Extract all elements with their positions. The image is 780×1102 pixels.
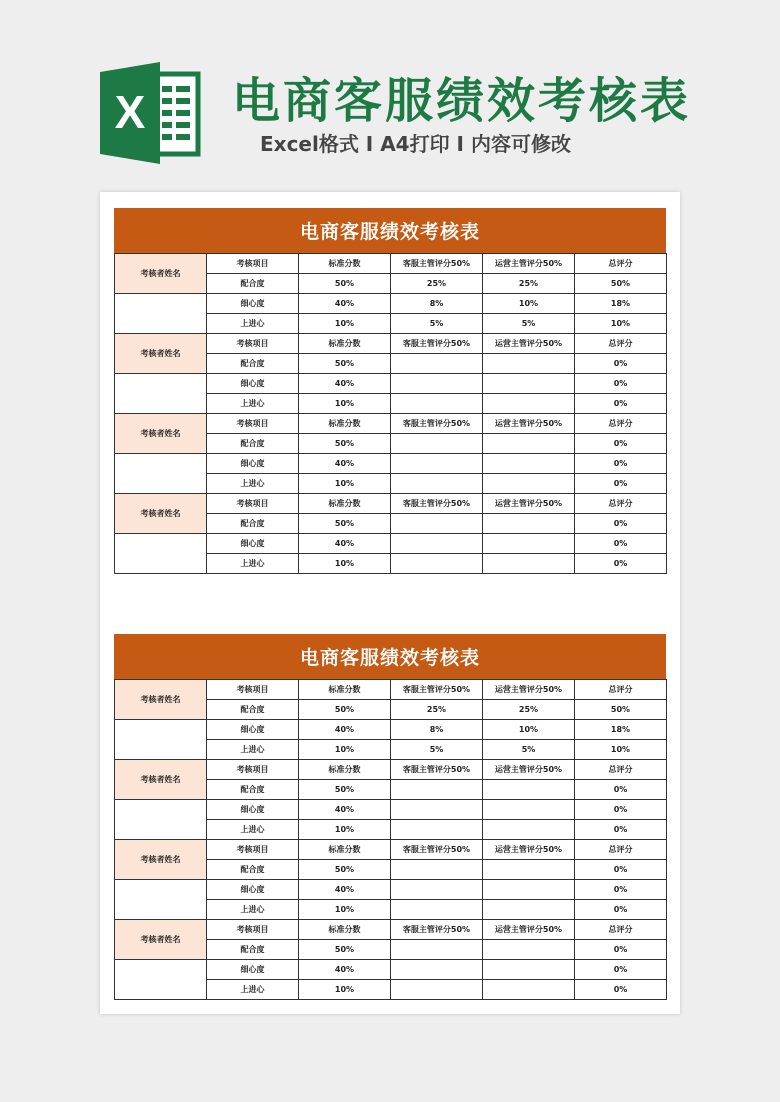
item-cell: 细心度 — [207, 960, 299, 980]
score-cell: 40% — [299, 294, 391, 314]
score-cell[interactable] — [391, 860, 483, 880]
item-cell: 配合度 — [207, 860, 299, 880]
total-score-cell: 0% — [575, 554, 667, 574]
examinee-name-label[interactable]: 考核者姓名 — [115, 334, 207, 374]
score-cell[interactable] — [483, 474, 575, 494]
score-cell[interactable]: 5% — [391, 740, 483, 760]
column-header: 客服主管评分50% — [391, 334, 483, 354]
table-row — [115, 800, 667, 820]
column-header: 考核项目 — [207, 494, 299, 514]
name-value-cell[interactable] — [115, 720, 207, 760]
score-cell: 40% — [299, 960, 391, 980]
table-row — [115, 454, 667, 474]
item-cell: 细心度 — [207, 454, 299, 474]
total-score-cell: 0% — [575, 354, 667, 374]
total-score-cell: 0% — [575, 394, 667, 414]
total-score-cell: 0% — [575, 880, 667, 900]
score-cell: 50% — [299, 434, 391, 454]
total-score-cell: 0% — [575, 940, 667, 960]
score-cell: 10% — [299, 314, 391, 334]
name-value-cell[interactable] — [115, 294, 207, 334]
score-cell: 10% — [299, 980, 391, 1000]
score-cell[interactable] — [483, 394, 575, 414]
column-header: 总评分 — [575, 920, 667, 940]
score-cell: 40% — [299, 800, 391, 820]
score-cell[interactable] — [391, 394, 483, 414]
score-cell[interactable] — [391, 960, 483, 980]
item-cell: 细心度 — [207, 294, 299, 314]
column-header: 考核项目 — [207, 254, 299, 274]
score-cell: 50% — [299, 274, 391, 294]
column-header: 客服主管评分50% — [391, 920, 483, 940]
column-header: 运营主管评分50% — [483, 494, 575, 514]
item-cell: 配合度 — [207, 354, 299, 374]
column-header: 总评分 — [575, 414, 667, 434]
total-score-cell: 50% — [575, 274, 667, 294]
item-cell: 上进心 — [207, 554, 299, 574]
score-cell: 10% — [299, 900, 391, 920]
sheet-title: 电商客服绩效考核表 — [114, 208, 666, 253]
table-row — [115, 534, 667, 554]
score-cell[interactable]: 25% — [483, 274, 575, 294]
score-cell[interactable] — [483, 354, 575, 374]
item-cell: 上进心 — [207, 820, 299, 840]
score-cell[interactable] — [391, 880, 483, 900]
total-score-cell: 18% — [575, 294, 667, 314]
total-score-cell: 0% — [575, 800, 667, 820]
page-subtitle: Excel格式 I A4打印 I 内容可修改 — [260, 132, 571, 156]
score-cell[interactable]: 25% — [391, 274, 483, 294]
examinee-name-label[interactable]: 考核者姓名 — [115, 840, 207, 880]
score-cell: 40% — [299, 454, 391, 474]
total-score-cell: 10% — [575, 740, 667, 760]
score-cell[interactable] — [483, 780, 575, 800]
score-cell: 50% — [299, 514, 391, 534]
column-header: 运营主管评分50% — [483, 334, 575, 354]
table-header-row — [115, 414, 667, 434]
name-value-cell[interactable] — [115, 454, 207, 494]
item-cell: 细心度 — [207, 720, 299, 740]
column-header: 运营主管评分50% — [483, 760, 575, 780]
column-header: 考核项目 — [207, 680, 299, 700]
score-cell: 10% — [299, 820, 391, 840]
svg-text:X: X — [114, 86, 146, 138]
page-title: 电商客服绩效考核表 — [232, 73, 692, 129]
table-row — [115, 960, 667, 980]
score-cell[interactable] — [483, 374, 575, 394]
table-row — [115, 374, 667, 394]
column-header: 标准分数 — [299, 920, 391, 940]
column-header: 标准分数 — [299, 840, 391, 860]
score-cell: 10% — [299, 740, 391, 760]
score-cell[interactable] — [391, 940, 483, 960]
column-header: 运营主管评分50% — [483, 414, 575, 434]
total-score-cell: 0% — [575, 434, 667, 454]
item-cell: 配合度 — [207, 274, 299, 294]
name-value-cell[interactable] — [115, 800, 207, 840]
item-cell: 细心度 — [207, 374, 299, 394]
examinee-name-label[interactable]: 考核者姓名 — [115, 414, 207, 454]
column-header: 总评分 — [575, 760, 667, 780]
score-cell[interactable]: 5% — [483, 314, 575, 334]
total-score-cell: 0% — [575, 860, 667, 880]
column-header: 客服主管评分50% — [391, 414, 483, 434]
total-score-cell: 0% — [575, 474, 667, 494]
score-cell[interactable] — [483, 434, 575, 454]
column-header: 标准分数 — [299, 680, 391, 700]
total-score-cell: 0% — [575, 454, 667, 474]
score-sheet-1 — [114, 208, 666, 574]
column-header: 客服主管评分50% — [391, 760, 483, 780]
score-cell[interactable] — [391, 534, 483, 554]
column-header: 考核项目 — [207, 334, 299, 354]
score-cell[interactable] — [483, 800, 575, 820]
score-cell: 10% — [299, 474, 391, 494]
name-value-cell[interactable] — [115, 534, 207, 574]
column-header: 运营主管评分50% — [483, 254, 575, 274]
total-score-cell: 0% — [575, 514, 667, 534]
paper-sheet — [100, 192, 680, 1014]
score-cell: 40% — [299, 720, 391, 740]
table-row — [115, 294, 667, 314]
column-header: 客服主管评分50% — [391, 680, 483, 700]
score-cell: 50% — [299, 700, 391, 720]
score-cell: 10% — [299, 394, 391, 414]
item-cell: 上进心 — [207, 980, 299, 1000]
total-score-cell: 0% — [575, 900, 667, 920]
score-cell[interactable] — [483, 980, 575, 1000]
table-row — [115, 720, 667, 740]
item-cell: 配合度 — [207, 780, 299, 800]
score-cell: 50% — [299, 940, 391, 960]
score-cell[interactable] — [391, 554, 483, 574]
score-cell: 50% — [299, 780, 391, 800]
table-header-row — [115, 920, 667, 940]
score-cell[interactable]: 25% — [483, 700, 575, 720]
item-cell: 上进心 — [207, 314, 299, 334]
score-cell[interactable]: 5% — [391, 314, 483, 334]
column-header: 考核项目 — [207, 920, 299, 940]
score-cell[interactable]: 10% — [483, 294, 575, 314]
score-cell[interactable] — [483, 454, 575, 474]
column-header: 标准分数 — [299, 760, 391, 780]
table-header-row — [115, 334, 667, 354]
score-cell[interactable] — [391, 820, 483, 840]
column-header: 标准分数 — [299, 494, 391, 514]
examinee-name-label[interactable]: 考核者姓名 — [115, 760, 207, 800]
score-cell[interactable] — [483, 534, 575, 554]
examinee-name-label[interactable]: 考核者姓名 — [115, 494, 207, 534]
column-header: 标准分数 — [299, 414, 391, 434]
score-cell[interactable] — [483, 940, 575, 960]
excel-logo-icon — [100, 58, 210, 168]
page-header — [0, 0, 780, 190]
examinee-name-label[interactable]: 考核者姓名 — [115, 680, 207, 720]
score-cell[interactable] — [391, 474, 483, 494]
score-cell[interactable]: 10% — [483, 720, 575, 740]
name-value-cell[interactable] — [115, 880, 207, 920]
column-header: 客服主管评分50% — [391, 494, 483, 514]
total-score-cell: 10% — [575, 314, 667, 334]
column-header: 运营主管评分50% — [483, 840, 575, 860]
column-header: 考核项目 — [207, 840, 299, 860]
score-sheet-2 — [114, 634, 666, 1000]
item-cell: 配合度 — [207, 700, 299, 720]
total-score-cell: 0% — [575, 980, 667, 1000]
score-cell[interactable] — [483, 860, 575, 880]
column-header: 运营主管评分50% — [483, 920, 575, 940]
score-cell[interactable] — [391, 374, 483, 394]
column-header: 总评分 — [575, 254, 667, 274]
score-cell[interactable] — [391, 980, 483, 1000]
table-header-row — [115, 760, 667, 780]
score-cell: 10% — [299, 554, 391, 574]
score-cell[interactable] — [391, 514, 483, 534]
name-value-cell[interactable] — [115, 374, 207, 414]
score-cell[interactable] — [391, 900, 483, 920]
item-cell: 细心度 — [207, 800, 299, 820]
examinee-name-label[interactable]: 考核者姓名 — [115, 254, 207, 294]
column-header: 总评分 — [575, 680, 667, 700]
score-cell[interactable]: 25% — [391, 700, 483, 720]
score-cell: 40% — [299, 880, 391, 900]
column-header: 客服主管评分50% — [391, 254, 483, 274]
score-table — [114, 253, 667, 574]
column-header: 运营主管评分50% — [483, 680, 575, 700]
score-cell[interactable] — [391, 454, 483, 474]
total-score-cell: 0% — [575, 534, 667, 554]
score-cell[interactable] — [483, 514, 575, 534]
total-score-cell: 0% — [575, 820, 667, 840]
column-header: 标准分数 — [299, 254, 391, 274]
total-score-cell: 0% — [575, 780, 667, 800]
column-header: 考核项目 — [207, 760, 299, 780]
item-cell: 配合度 — [207, 940, 299, 960]
item-cell: 上进心 — [207, 394, 299, 414]
item-cell: 上进心 — [207, 740, 299, 760]
score-cell[interactable]: 5% — [483, 740, 575, 760]
score-cell[interactable] — [483, 880, 575, 900]
column-header: 总评分 — [575, 494, 667, 514]
score-cell[interactable]: 8% — [391, 294, 483, 314]
score-cell: 40% — [299, 374, 391, 394]
score-cell: 40% — [299, 534, 391, 554]
score-cell[interactable] — [483, 820, 575, 840]
score-cell: 50% — [299, 860, 391, 880]
item-cell: 上进心 — [207, 474, 299, 494]
item-cell: 配合度 — [207, 514, 299, 534]
total-score-cell: 18% — [575, 720, 667, 740]
column-header: 总评分 — [575, 840, 667, 860]
column-header: 客服主管评分50% — [391, 840, 483, 860]
score-cell[interactable] — [391, 780, 483, 800]
table-header-row — [115, 494, 667, 514]
item-cell: 细心度 — [207, 534, 299, 554]
sheet-title: 电商客服绩效考核表 — [114, 634, 666, 679]
column-header: 总评分 — [575, 334, 667, 354]
column-header: 考核项目 — [207, 414, 299, 434]
item-cell: 上进心 — [207, 900, 299, 920]
score-cell[interactable] — [483, 960, 575, 980]
table-row — [115, 880, 667, 900]
name-value-cell[interactable] — [115, 960, 207, 1000]
table-header-row — [115, 680, 667, 700]
score-cell[interactable]: 8% — [391, 720, 483, 740]
column-header: 标准分数 — [299, 334, 391, 354]
score-cell[interactable] — [391, 800, 483, 820]
score-cell: 50% — [299, 354, 391, 374]
table-header-row — [115, 254, 667, 274]
score-cell[interactable] — [391, 434, 483, 454]
score-cell[interactable] — [483, 900, 575, 920]
item-cell: 细心度 — [207, 880, 299, 900]
score-cell[interactable] — [391, 354, 483, 374]
examinee-name-label[interactable]: 考核者姓名 — [115, 920, 207, 960]
total-score-cell: 0% — [575, 960, 667, 980]
total-score-cell: 0% — [575, 374, 667, 394]
item-cell: 配合度 — [207, 434, 299, 454]
table-header-row — [115, 840, 667, 860]
total-score-cell: 50% — [575, 700, 667, 720]
score-cell[interactable] — [483, 554, 575, 574]
score-table — [114, 679, 667, 1000]
